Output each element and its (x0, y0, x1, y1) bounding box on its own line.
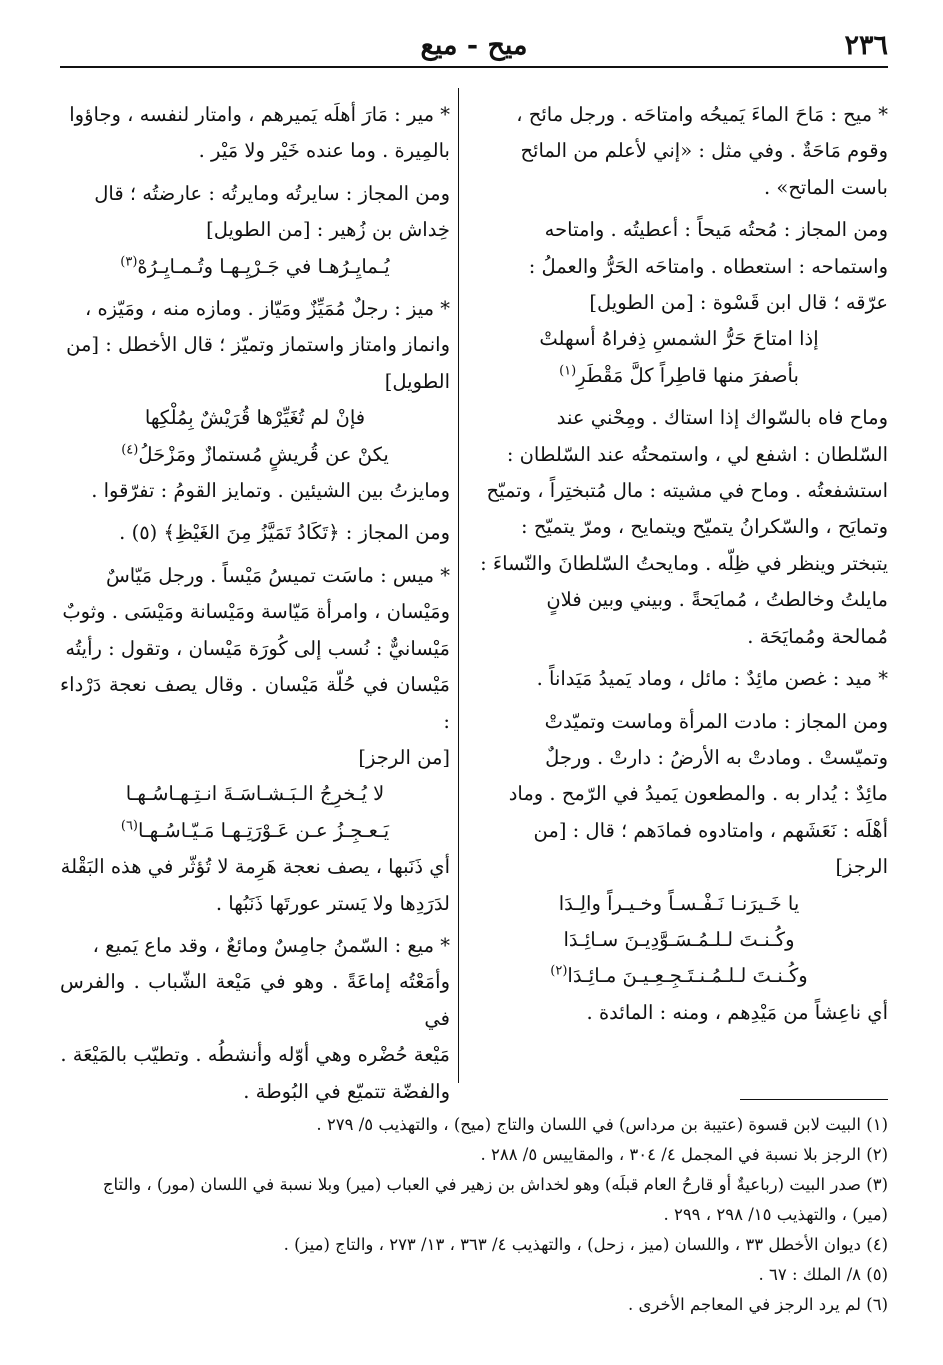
entry-line: مائِدٌ : يُدار به . والمطعون يَميدُ في الرّمح . وماد (508, 782, 888, 806)
verse-text: بأصفرَ منها قاطِراً كلَّ مَقْطَرِ (576, 363, 799, 387)
footnote-rule (740, 1099, 888, 1100)
entry-line: الرجز] (835, 855, 888, 879)
dictionary-entry (470, 97, 888, 206)
verse-line (470, 358, 888, 394)
entry-line: [من الرجز] (358, 745, 450, 769)
footnote-text: ديوان الأخطل ٣٣ ، واللسان (ميز ، زحل) ، والتهذيب ٤/ ٣٦٣ ، ١٣/ ٢٧٣ ، والتاج (ميز) . (283, 1235, 861, 1254)
entry-line: وتميّستْ . ومادتْ به الأرضُ : دارتْ . ورجلٌ (545, 745, 888, 769)
dictionary-entry (60, 558, 450, 922)
entry-line: أي ناعِشاً من مَيْدِهم ، ومنه : المائدة . (586, 1000, 888, 1024)
entry-line: * ميع : السّمنُ جامِسٌ ومائعٌ ، وقد ماع يَميع ، (92, 933, 450, 957)
dictionary-entry (470, 661, 888, 697)
entry-line: * ميز : رجلٌ مُمَيِّزٌ ومَيّاز . ومازه منه ، ومَيّزه ، (84, 297, 450, 321)
entry-line: * ميد : غصن مائِدٌ : مائل ، وماد يَميدُ مَيَداناً . (536, 667, 888, 691)
entry-line: وقوم مَاحَةٌ . وفي مثل : «إني لأعلم من المائح (520, 139, 888, 163)
footnote-number: (١) (866, 1115, 888, 1134)
entry-line: وماح فاه بالسّواك إذا استاك . ومِحْني عند (556, 406, 888, 430)
entry-line: وتمايَح ، والسّكرانُ يتميّح ويتمايح ، ومرّ يتميّح : (521, 515, 888, 539)
dictionary-entry (60, 515, 450, 551)
verse-text: يا خَـيرَنـا نَـفْـسـاً وخـيـراً والِـدَا (558, 891, 800, 915)
footnote (60, 1110, 888, 1140)
footnote-number: (٣) (866, 1175, 888, 1194)
entry-line: مَيْعة حُضْره وهي أوّله وأنشطُه . وتطيّب بالمَيْعَة . (60, 1043, 450, 1067)
verse-text: لا يُـخرِجُ الـبَـشـاسَـةَ انـتِـهـاسُـهـا (125, 782, 385, 806)
entry-line: ومايزتُ بين الشيئين . وتمايز القومُ : تفرّقوا . (91, 479, 450, 503)
verse-text: يُـمايِـرُهـا في جَـرْيِـهـا وتُـمـايِـرُهْ (137, 254, 390, 278)
entry-line: مُمالحة ومُمايَحَة . (747, 624, 888, 648)
footnote-number: (٢) (866, 1145, 888, 1164)
entry-line: * مير : مَارَ أهلَه يَميرهم ، وامتار لنفسه ، وجاؤوا (69, 103, 450, 126)
entry-line: أهْلَه : نَعَشَهم ، وامتادوه فمادَهم ؛ قال : [من (533, 818, 888, 842)
entry-line: ومن المجاز : ﴿تَكَادُ تَمَيَّزُ مِنَ الغَيْظِ﴾ (٥) . (119, 521, 450, 545)
verse-line (470, 886, 888, 922)
verse-text: وكُـنـتَ لـلـمُـنـتَـجِـعِـيـنَ مـائِـدَا (567, 964, 808, 988)
footnote-reference: (١) (559, 363, 577, 379)
footnote-number: (٤) (866, 1235, 888, 1254)
footnote-text: ٨/ الملك : ٦٧ . (758, 1265, 861, 1284)
entry-line: ومن المجاز : مُحتُه مَيحاً : أعطيتُه . وامتاحه (544, 218, 888, 242)
dictionary-entry (60, 176, 450, 285)
footnote-text: البيت لابن قسوة (عتيبة بن مرداس) في اللسان والتاج (ميح) ، والتهذيب ٥/ ٢٧٩ . (316, 1115, 861, 1134)
right-column (470, 97, 888, 1072)
column-divider (458, 88, 459, 1083)
verse-line (470, 321, 888, 357)
entry-line: لدَرَدِها ولا يَستر عورتَها ذَنَبُها . (215, 891, 450, 915)
footnote-text: الرجز بلا نسبة في المجمل ٤/ ٣٠٤ ، والمقاييس ٥/ ٢٨٨ . (480, 1145, 861, 1164)
verse-text: فإنْ لم تُغَيِّرْها قُرَيْشٌ بِمُلْكِها (144, 406, 366, 430)
verse-line (60, 437, 450, 473)
footnote-number: (٥) (866, 1265, 888, 1284)
entry-line: ومن المجاز : مادت المرأة وماست وتميّدتْ (544, 709, 888, 733)
entry-line: الطويل] (384, 369, 450, 393)
entry-line: وانماز وامتاز واستماز وتميّز ؛ قال الأخطل : [من (66, 333, 450, 357)
verse-line (60, 813, 450, 849)
footnote-reference: (٣) (120, 254, 138, 270)
dictionary-entry (470, 400, 888, 655)
dictionary-entry (60, 97, 450, 170)
footnote (60, 1290, 888, 1320)
verse-line (60, 400, 450, 436)
entry-line: عرّقه ؛ قال ابن قَسْوة : [من الطويل] (589, 291, 888, 315)
footnote-reference: (٦) (120, 818, 138, 834)
footnote-text: لم يرد الرجز في المعاجم الأخرى . (628, 1295, 861, 1314)
footnote-reference: (٢) (550, 963, 568, 979)
dictionary-entry (470, 212, 888, 394)
entry-line: * ميس : ماسَت تميسُ مَيْساً . ورجل مَيّاسٌ (105, 563, 450, 587)
entry-line: بالمِيرة . وما عنده خَيْر ولا مَيْر . (198, 139, 450, 163)
page-header (60, 28, 888, 64)
entry-line: أي ذَنَبها ، يصف نعجة هَرِمة لا تُؤثّر في هذه البَقْلة (60, 855, 450, 879)
entry-line: مايلتُ وخالطتُ ، مُمايَحةً . وبيني وبين فلانٍ (546, 588, 888, 612)
footnote (60, 1260, 888, 1290)
left-column (60, 97, 450, 1103)
dictionary-entry (470, 704, 888, 1032)
footnote (60, 1170, 888, 1200)
entry-line: يتبختر وينظر في ظِلّه . ومايحتُ السّلطانَ والنّساءَ : (480, 551, 888, 575)
entry-line: خِداش بن زُهير : [من الطويل] (206, 218, 450, 242)
footnote-continuation: (مير) ، والتهذيب ١٥/ ٢٩٨ ، ٢٩٩ . (663, 1205, 888, 1224)
entry-line: * ميح : مَاحَ الماءَ يَميحُه وامتاحَه . ورجل مائح ، (516, 103, 888, 126)
footnote (60, 1230, 888, 1260)
verse-text: وكُـنـتَ لـلـمُـسَـوَّدِيـنَ سـائِـدَا (563, 927, 795, 951)
entry-line: وأمَعْتُه إماعَةً . وهو في مَيْعة الشّباب . والفرس في (60, 970, 450, 1030)
dictionary-entry (60, 928, 450, 1110)
verse-text: يَـعـجِـزُ عـن عَـوْرَتِـهـا مَـيّـاسُـهـا (138, 818, 390, 842)
verse-line (470, 922, 888, 958)
verse-line (60, 776, 450, 812)
entry-line: ومَيْسان ، وامرأة مَيّاسة ومَيْسانة ومَيْسَى . وثوبٌ (62, 600, 450, 624)
footnote-reference: (٤) (121, 442, 139, 458)
entry-line: والفضّة تتميّع في البُوطة . (243, 1079, 450, 1103)
verse-text: إذا امتاحَ حَرُّ الشمسِ ذِفراهُ أسهلتْ (539, 327, 819, 351)
dictionary-entry (60, 291, 450, 509)
page-title: ميح - ميع (420, 30, 528, 61)
footnotes (60, 1110, 888, 1345)
entry-line: استشفعتُه . وماح في مشيته : مال مُتبختِراً ، وتميّح (486, 479, 888, 503)
entry-line: باست الماتح» . (764, 175, 888, 199)
entry-line: مَيْسانيٌّ : نُسب إلى كُورَة مَيْسان ، وتقول : رأيتُه (65, 636, 450, 660)
footnote-text: صدر البيت (رباعيةٌ أو قارحُ العام قبلَه) وهو لخداش بن زهير في العباب (مير) وبلا نسبة في اللسان (مور) ، والتاج (102, 1175, 861, 1194)
verse-line (60, 249, 450, 285)
entry-line: مَيْسان في حُلّة مَيْسان . وقال يصف نعجة دَرْداء : (60, 673, 450, 733)
entry-line: واستماحه : استعطاه . وامتاحَه الحَرُّ والعملُ : (528, 254, 888, 278)
verse-line (470, 958, 888, 994)
footnote (60, 1140, 888, 1170)
page-number: ٢٣٦ (844, 30, 888, 61)
verse-text: يكنْ عن قُريشٍ مُستمازٌ ومَزْحَلُ (138, 442, 389, 466)
entry-line: ومن المجاز : سايرتُه ومايرتُه : عارضتُه ؛ قال (94, 181, 450, 205)
header-rule (60, 66, 888, 68)
entry-line: السّلطان : اشفع لي ، واستمحتُه عند السّلطان : (506, 442, 888, 466)
footnote-number: (٦) (866, 1295, 888, 1314)
